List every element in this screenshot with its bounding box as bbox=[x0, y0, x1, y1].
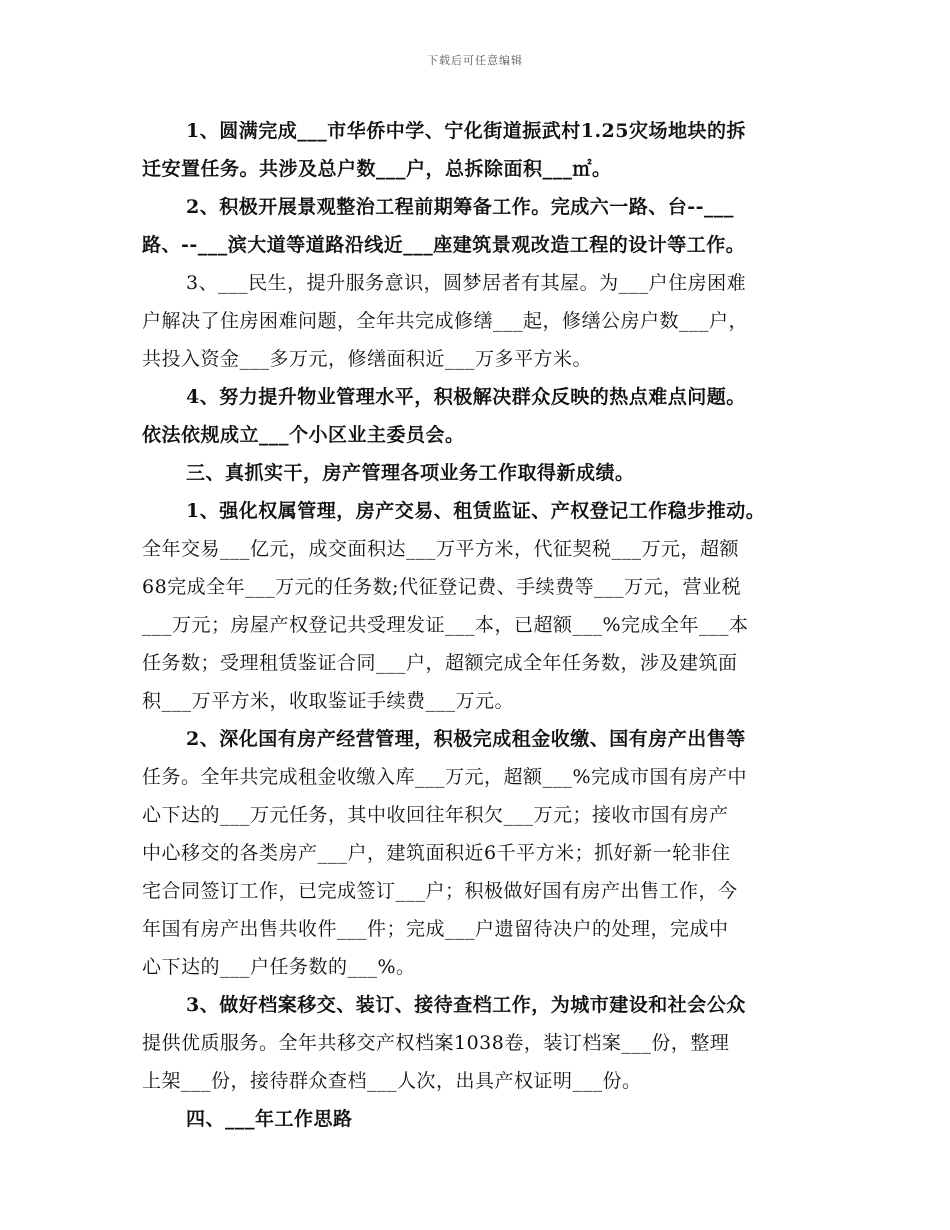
text-line: 宅合同签订工作，已完成签订___户；积极做好国有房产出售工作，今 bbox=[142, 880, 738, 902]
text-line: 3、___民生，提升服务意识，圆梦居者有其屋。为___户住房困难 bbox=[186, 272, 747, 294]
text-line: 68完成全年___万元的任务数;代征登记费、手续费等___万元，营业税 bbox=[142, 576, 742, 598]
text-line: 任务数；受理租赁鉴证合同___户，超额完成全年任务数，涉及建筑面 bbox=[142, 652, 738, 674]
text-line: 3、做好档案移交、装订、接待查档工作，为城市建设和社会公众 bbox=[186, 994, 746, 1016]
page-header: 下载后可任意编辑 bbox=[427, 54, 523, 67]
text-line: 4、努力提升物业管理水平，积极解决群众反映的热点难点问题。 bbox=[186, 386, 746, 408]
text-line: 年国有房产出售共收件___件；完成___户遗留待决户的处理，完成中 bbox=[142, 918, 729, 940]
text-line: 提供优质服务。全年共移交产权档案1038卷，装订档案___份，整理 bbox=[142, 1032, 730, 1054]
text-line: 1、圆满完成___市华侨中学、宁化街道振武村1.25灾场地块的拆 bbox=[186, 120, 746, 142]
text-line: 依法依规成立___个小区业主委员会。 bbox=[142, 424, 465, 446]
text-line: 迁安置任务。共涉及总户数___户，总拆除面积___㎡。 bbox=[142, 158, 612, 180]
document-body bbox=[142, 112, 812, 1138]
text-line: 心下达的___万元任务，其中收回往年积欠___万元；接收市国有房产 bbox=[142, 804, 729, 826]
text-line: 上架___份，接待群众查档___人次，出具产权证明___份。 bbox=[142, 1070, 642, 1092]
text-line: 任务。全年共完成租金收缴入库___万元，超额___%完成市国有房产中 bbox=[142, 766, 748, 788]
text-line: 中心移交的各类房产___户，建筑面积近6千平方米；抓好新一轮非住 bbox=[142, 842, 731, 864]
text-line: 2、积极开展景观整治工程前期筹备工作。完成六一路、台--___ bbox=[186, 196, 734, 218]
text-line: 2、深化国有房产经营管理，积极完成租金收缴、国有房产出售等 bbox=[186, 728, 746, 750]
text-line: 积___万平方米，收取鉴证手续费___万元。 bbox=[142, 690, 515, 712]
text-line: 心下达的___户任务数的___%。 bbox=[142, 956, 416, 978]
text-line: 户解决了住房困难问题，全年共完成修缮___起，修缮公房户数___户， bbox=[142, 310, 749, 332]
text-line: 全年交易___亿元，成交面积达___万平方米，代征契税___万元，超额 bbox=[142, 538, 740, 560]
text-line: 四、___年工作思路 bbox=[186, 1108, 353, 1130]
text-line: ___万元；房屋产权登记共受理发证___本，已超额___%完成全年___本 bbox=[142, 614, 749, 636]
text-line: 1、强化权属管理，房产交易、租赁监证、产权登记工作稳步推动。 bbox=[186, 500, 766, 522]
text-line: 路、--___滨大道等道路沿线近___座建筑景观改造工程的设计等工作。 bbox=[142, 234, 746, 256]
text-line: 共投入资金___多万元，修缮面积近___万多平方米。 bbox=[142, 348, 593, 370]
text-line: 三、真抓实干，房产管理各项业务工作取得新成绩。 bbox=[186, 462, 635, 484]
